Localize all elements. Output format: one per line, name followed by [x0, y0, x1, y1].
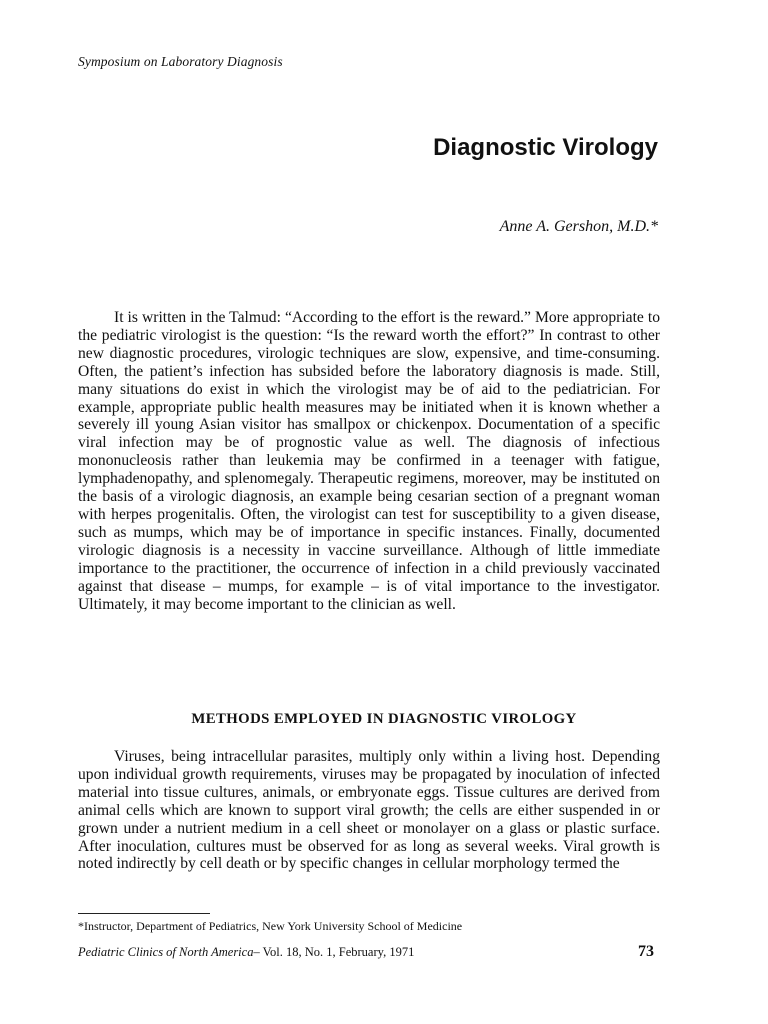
- section-heading: METHODS EMPLOYED IN DIAGNOSTIC VIROLOGY: [191, 711, 577, 727]
- article-title: Diagnostic Virology: [433, 134, 658, 161]
- journal-citation: [78, 945, 414, 960]
- intro-paragraph: It is written in the Talmud: “According to the effort is the reward.” More appropriate to the pediatric virologist is the question: “Is the reward worth the effort?” In contrast to other new diagnostic procedures, virologic techniques are slow, expensive, and time-consuming. Often, the patient’s infection has subsided before the laboratory diagnosis is made. Still, many situations do exist in which the virologist may be of aid to the pediatrician. For example, appropriate public health measures may be initiated when it is known whether a severely ill young Asian visitor has smallpox or chickenpox. Documentation of a specific viral infection may be of prognostic value as well. The diagnosis of infectious mononucleosis rather than leukemia may be confirmed in a teenager with fatigue, lymphadenopathy, and splenomegaly. Therapeutic regimens, moreover, may be instituted on the basis of a virologic diagnosis, an example being cesarian section of a pregnant woman with herpes progenitalis. Often, the virologist can test for susceptibility to a given disease, such as mumps, which may be of importance in specific instances. Finally, documented virologic diagnosis is a necessity in vaccine surveillance. Although of little immediate importance to the practitioner, the occurrence of infection in a child previously vaccinated against that disease – mumps, for example – is of vital importance to the investigator. Ultimately, it may become important to the clinician as well.: [78, 309, 660, 613]
- footnote: *Instructor, Department of Pediatrics, New York University School of Medicine: [78, 919, 463, 933]
- journal-issue: – Vol. 18, No. 1, February, 1971: [253, 945, 415, 959]
- author-byline: Anne A. Gershon, M.D.*: [499, 218, 658, 235]
- running-head: Symposium on Laboratory Diagnosis: [78, 54, 283, 69]
- footnote-rule: [78, 913, 210, 914]
- journal-name: Pediatric Clinics of North America: [78, 945, 254, 959]
- page-number: 73: [638, 943, 654, 960]
- methods-paragraph: Viruses, being intracellular parasites, multiply only within a living host. Depending upon individual growth requirements, viruses may be propagated by inoculation of infected material into tissue cultures, animals, or embryonate eggs. Tissue cultures are derived from animal cells which are known to support viral growth; the cells are either suspended in or grown under a nutrient medium in a cell sheet or monolayer on a glass or plastic surface. After inoculation, cultures must be observed for as long as several weeks. Viral growth is noted indirectly by cell death or by specific changes in cellular morphology termed the: [78, 748, 660, 873]
